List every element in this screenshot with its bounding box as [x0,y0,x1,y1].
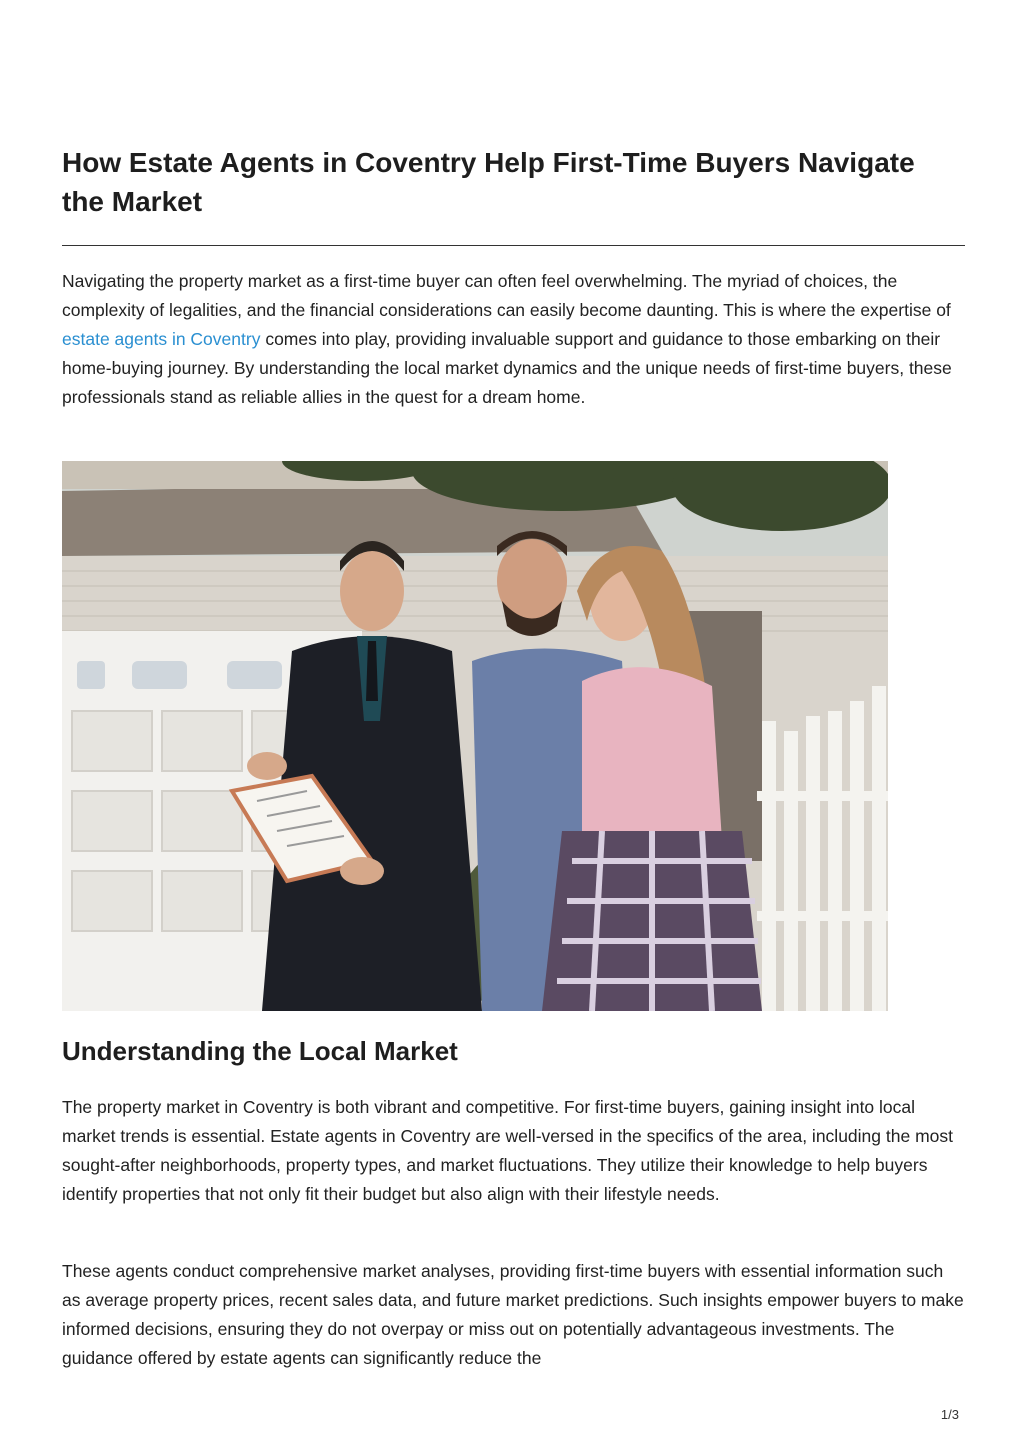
page-number: 1/3 [940,1407,959,1422]
intro-text-end: comes into play, providing invaluable support and guidance to those embarking on their home-buying journey. By understanding the local market dynamics and the unique needs of first-time buyers, these professionals stand as reliable allies in the quest for a dream home. [62,329,952,407]
article-title: How Estate Agents in Coventry Help First-Time Buyers Navigate the Market [62,147,915,217]
body-paragraph: The property market in Coventry is both vibrant and competitive. For first-time buyers, gaining insight into local market trends is essential. Estate agents in Coventry are well-versed in the specifics of the area, including the most sought-after neighborhoods, property types, and market fluctuations. They utilize their knowledge to help buyers identify properties that not only fit their budget but also align with their lifestyle needs. [62,1097,953,1204]
article-photo [62,461,888,1011]
estate-agents-coventry-link[interactable]: estate agents in Coventry [62,329,261,349]
intro-paragraph [62,267,965,412]
section-heading: Understanding the Local Market [62,1036,458,1066]
body-paragraph: These agents conduct comprehensive market analyses, providing first-time buyers with essential information such as average property prices, recent sales data, and future market predictions. Such insights empower buyers to make informed decisions, ensuring they do not overpay or miss out on potentially advantageous investments. The guidance offered by estate agents can significantly reduce the [62,1261,964,1368]
title-divider [62,245,965,246]
intro-text-start: Navigating the property market as a first-time buyer can often feel overwhelming. The myriad of choices, the complexity of legalities, and the financial considerations can easily become daunting. This is where the expertise of [62,271,951,320]
